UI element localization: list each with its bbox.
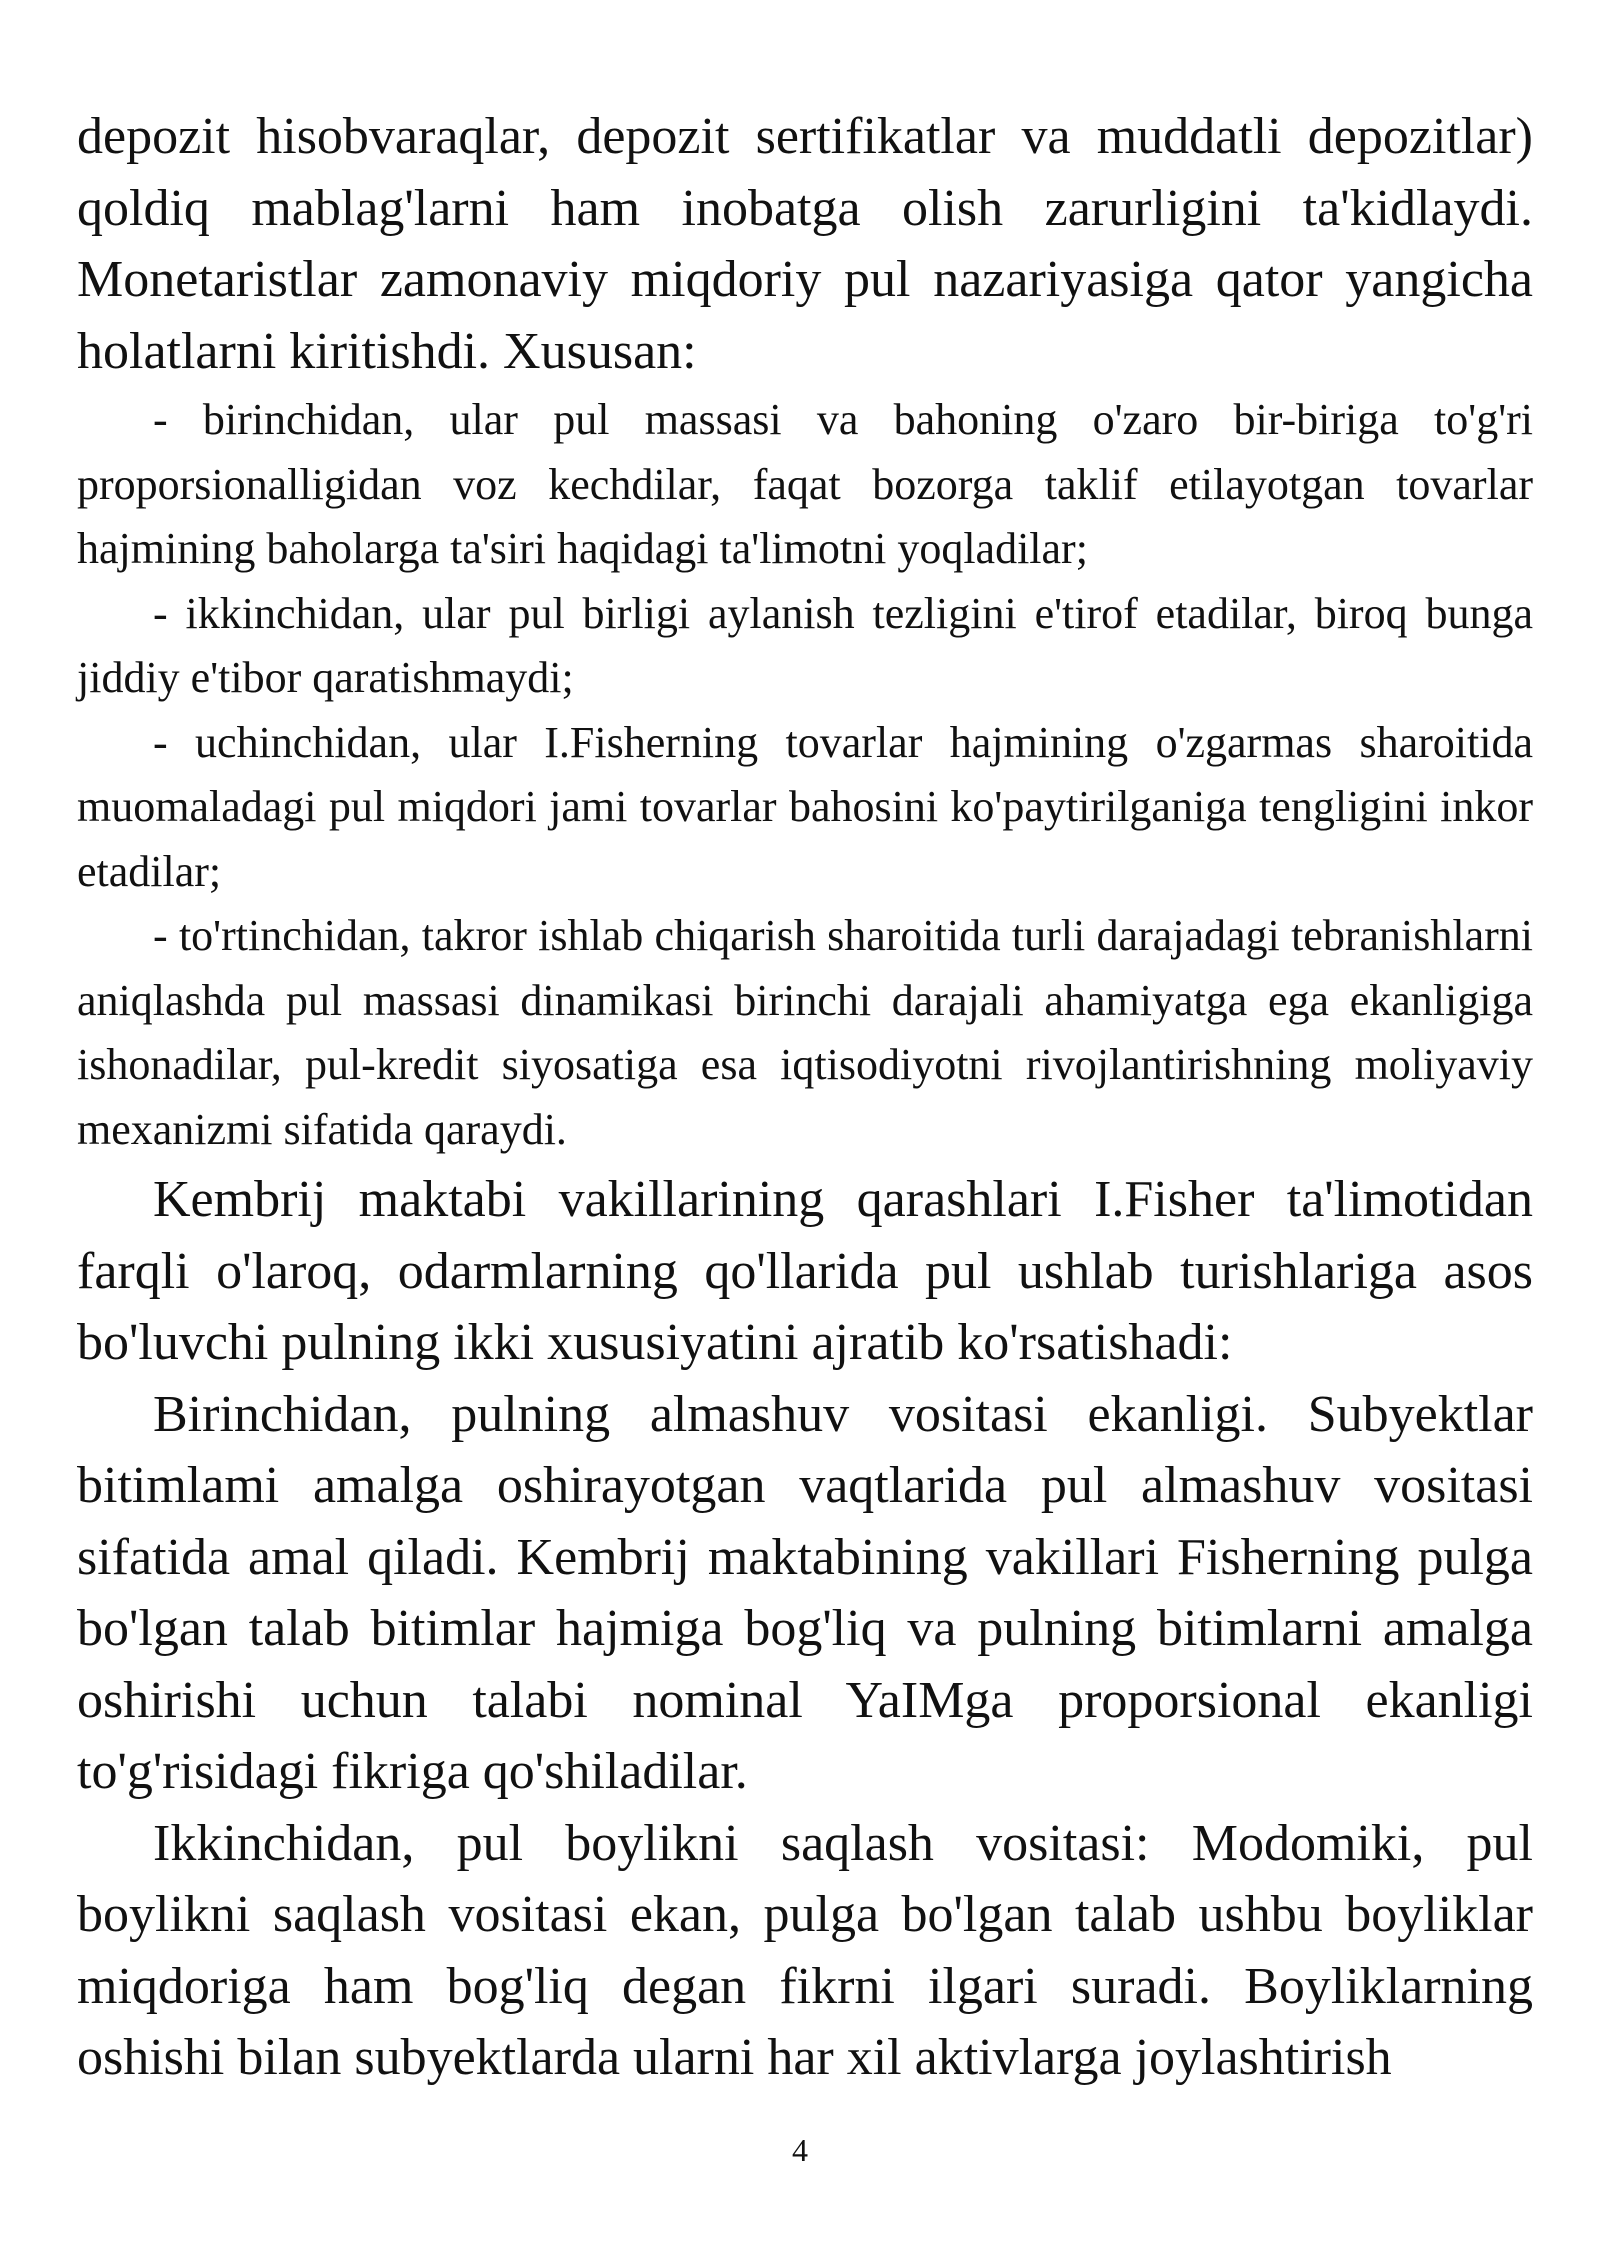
intro-paragraph: depozit hisobvaraqlar, depozit sertifikatlar va muddatli depozitlar) qoldiq mablag'larni ham inobatga olish zarurligini ta'kidlaydi. Monetaristlar zamonaviy miqdoriy pul nazariyasiga qator yangicha holatlarni kiritishdi. Xususan: <box>77 108 1533 380</box>
paragraph-ikkinchidan: Ikkinchidan, pul boylikni saqlash vositasi: Modomiki, pul boylikni saqlash vositasi ekan, pulga bo'lgan talab ushbu boyliklar miqdoriga ham bog'liq degan fikrni ilgari suradi. Boyliklarning oshishi bilan subyektlarda ularni har xil aktivlarga joylashtirish <box>77 1814 1533 2086</box>
body-section <box>77 1164 1533 2094</box>
bullet-list <box>77 388 1533 1162</box>
bullet-item-third: - uchinchidan, ular I.Fisherning tovarlar hajmining o'zgarmas sharoitida muomaladagi pul miqdori jami tovarlar bahosini ko'paytirilganiga tengligini inkor etadilar; <box>77 717 1533 896</box>
bullet-item-second: - ikkinchidan, ular pul birligi aylanish tezligini e'tirof etadilar, biroq bunga jiddiy e'tibor qaratishmaydi; <box>77 588 1533 702</box>
bullet-item-fourth: - to'rtinchidan, takror ishlab chiqarish sharoitida turli darajadagi tebranishlarni aniqlashda pul massasi dinamikasi birinchi darajali ahamiyatga ega ekanligiga ishonadilar, pul-kredit siyosatiga esa iqtisodiyotni rivojlantirishning moliyaviy mexanizmi sifatida qaraydi. <box>77 911 1533 1154</box>
paragraph-kembrij: Kembrij maktabi vakillarining qarashlari I.Fisher ta'limotidan farqli o'laroq, odarmlarning qo'llarida pul ushlab turishlariga asos bo'luvchi pulning ikki xususiyatini ajratib ko'rsatishadi: <box>77 1171 1533 1371</box>
intro-section <box>77 101 1533 387</box>
bullet-item-first: - birinchidan, ular pul massasi va bahoning o'zaro bir-biriga to'g'ri proporsionalligidan voz kechdilar, faqat bozorga taklif etilayotgan tovarlar hajmining baholarga ta'siri haqidagi ta'limotni yoqladilar; <box>77 395 1533 573</box>
page-number: 4 <box>792 2132 808 2168</box>
paragraph-birinchidan: Birinchidan, pulning almashuv vositasi ekanligi. Subyektlar bitimlami amalga oshirayotgan vaqtlarida pul almashuv vositasi sifatida amal qiladi. Kembrij maktabining vakillari Fisherning pulga bo'lgan talab bitimlar hajmiga bog'liq va pulning bitimlarni amalga oshirishi uchun talabi nominal YaIMga proporsional ekanligi to'g'risidagi fikriga qo'shiladilar. <box>77 1385 1533 1800</box>
